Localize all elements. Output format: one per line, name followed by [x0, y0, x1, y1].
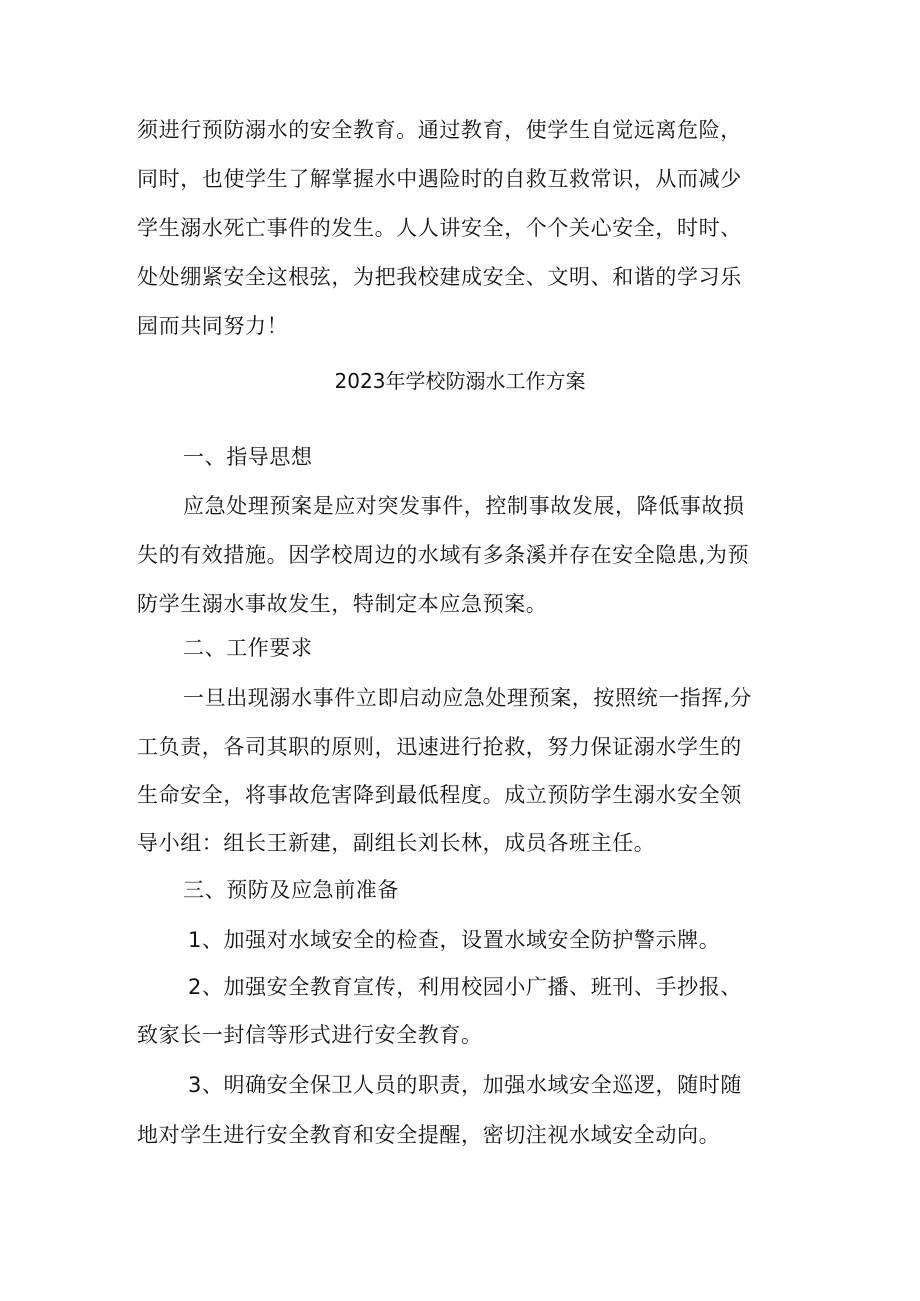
item-3-line-1: 3、明确安全保卫人员的职责，加强水域安全巡逻，随时随	[188, 1073, 742, 1097]
item-2-line-1: 2、加强安全教育宣传，利用校园小广播、班刊、手抄报、	[188, 975, 742, 999]
intro-line-2: 同时，也使学生了解掌握水中遇险时的自救互救常识，从而减少	[137, 167, 742, 191]
item-1-line-1: 1、加强对水域安全的检查，设置水域安全防护警示牌。	[188, 928, 721, 952]
section-heading-prevention-preparation: 三、预防及应急前准备	[183, 878, 399, 902]
intro-line-3: 学生溺水死亡事件的发生。人人讲安全，个个关心安全，时时、	[137, 216, 742, 240]
section-1-line-2: 失的有效措施。因学校周边的水域有多条溪并存在安全隐患,为预	[137, 543, 750, 567]
section-2-line-3: 生命安全，将事故危害降到最低程度。成立预防学生溺水安全领	[137, 783, 742, 807]
section-2-line-2: 工负责，各司其职的原则，迅速进行抢救，努力保证溺水学生的	[137, 735, 742, 759]
section-heading-guiding-ideology: 一、指导思想	[183, 445, 313, 469]
document-title: 2023年学校防溺水工作方案	[334, 369, 586, 393]
intro-line-4: 处处绷紧安全这根弦，为把我校建成安全、文明、和谐的学习乐	[137, 265, 742, 289]
section-1-line-3: 防学生溺水事故发生，特制定本应急预案。	[137, 592, 548, 616]
section-1-line-1: 应急处理预案是应对突发事件，控制事故发展，降低事故损	[183, 494, 745, 518]
section-2-line-4: 导小组：组长王新建，副组长刘长林，成员各班主任。	[137, 831, 656, 855]
intro-line-1: 须进行预防溺水的安全教育。通过教育，使学生自觉远离危险，	[137, 118, 742, 142]
item-3-line-2: 地对学生进行安全教育和安全提醒，密切注视水域安全动向。	[137, 1123, 721, 1147]
intro-line-5: 园而共同努力！	[137, 314, 289, 338]
item-2-line-2: 致家长一封信等形式进行安全教育。	[137, 1023, 483, 1047]
section-2-line-1: 一旦出现溺水事件立即启动应急处理预案，按照统一指挥,分	[183, 686, 752, 710]
section-heading-work-requirements: 二、工作要求	[183, 636, 313, 660]
